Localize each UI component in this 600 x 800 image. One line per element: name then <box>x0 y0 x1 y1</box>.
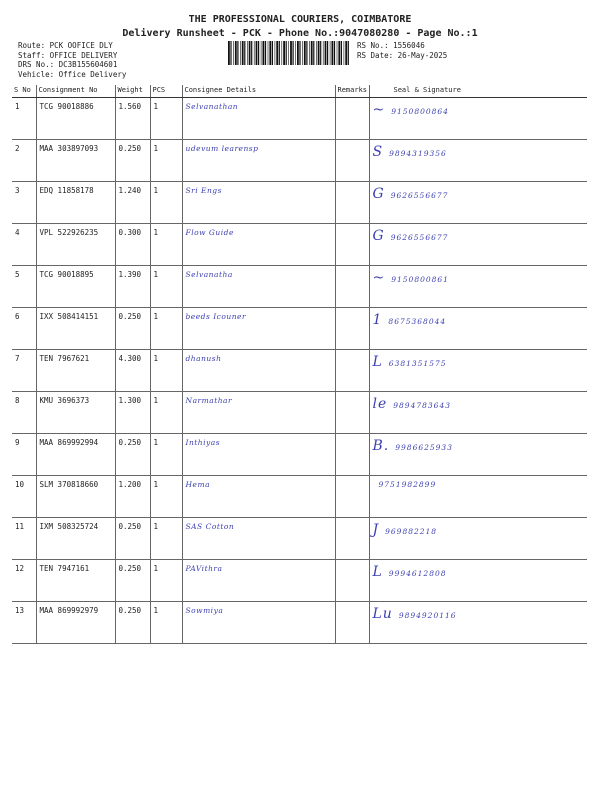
rs-no-field: RS No.: 1556046 <box>357 41 425 50</box>
signature-mark: 1 <box>372 312 383 328</box>
barcode-bar <box>263 41 265 65</box>
barcode-bar <box>316 41 317 65</box>
signature-cell <box>369 140 587 182</box>
runsheet-meta-left <box>18 41 126 79</box>
pcs-cell: 1 <box>150 224 182 266</box>
signature-mark: S <box>372 144 384 160</box>
remarks-cell <box>335 560 369 602</box>
remarks-cell <box>335 140 369 182</box>
remarks-cell <box>335 518 369 560</box>
weight-cell: 1.560 <box>115 98 150 140</box>
route-field: Route: PCK OOFICE DLY <box>18 41 113 50</box>
signature-cell <box>369 518 587 560</box>
sno-cell: 1 <box>12 98 36 140</box>
barcode-bar <box>228 41 230 65</box>
barcode-bar <box>290 41 292 65</box>
barcode-bar <box>233 41 234 65</box>
rs-date-field: RS Date: 26-May-2025 <box>357 50 448 60</box>
signature-mark: L <box>372 564 383 580</box>
table-row <box>12 98 587 140</box>
barcode-bar <box>268 41 269 65</box>
signature-mark: J <box>372 522 380 538</box>
col-header-remarks: Remarks <box>335 85 369 98</box>
consignee-cell: Inthiyas <box>182 434 335 476</box>
barcode-bar <box>276 41 278 65</box>
barcode-bar <box>251 41 252 65</box>
barcode-bar <box>286 41 287 65</box>
sno-cell: 10 <box>12 476 36 518</box>
barcode-bar <box>323 41 324 65</box>
weight-cell: 0.250 <box>115 602 150 644</box>
table-header-row <box>12 85 587 98</box>
col-header-consignment: Consignment No <box>36 85 115 98</box>
barcode-bar <box>247 41 248 65</box>
sno-cell: 2 <box>12 140 36 182</box>
consignment-no-cell: TEN 7967621 <box>36 350 115 392</box>
consignment-no-cell: SLM 370818660 <box>36 476 115 518</box>
consignment-no-cell: VPL 522926235 <box>36 224 115 266</box>
table-row <box>12 392 587 434</box>
signature-phone: 9894783643 <box>393 401 451 410</box>
weight-cell: 0.250 <box>115 434 150 476</box>
barcode-bar <box>309 41 310 65</box>
table-row <box>12 518 587 560</box>
barcode-bar <box>302 41 303 65</box>
signature-mark: ~ <box>372 270 386 286</box>
barcode-bar <box>265 41 266 65</box>
barcode-bar <box>282 41 283 65</box>
sno-cell: 6 <box>12 308 36 350</box>
consignment-no-cell: IXM 508325724 <box>36 518 115 560</box>
barcode-bar <box>332 41 334 65</box>
weight-cell: 1.300 <box>115 392 150 434</box>
pcs-cell: 1 <box>150 140 182 182</box>
table-row <box>12 266 587 308</box>
remarks-cell <box>335 350 369 392</box>
sno-cell: 12 <box>12 560 36 602</box>
remarks-cell <box>335 224 369 266</box>
signature-mark: G <box>372 186 385 202</box>
signature-phone: 9626556677 <box>390 191 449 200</box>
sno-cell: 13 <box>12 602 36 644</box>
table-row <box>12 476 587 518</box>
col-header-sno: S No <box>12 85 36 98</box>
consignee-cell: Narmathar <box>182 392 335 434</box>
barcode <box>228 41 351 65</box>
remarks-cell <box>335 308 369 350</box>
barcode-bar <box>313 41 314 65</box>
signature-mark: B. <box>372 438 390 454</box>
signature-phone: 9150800861 <box>391 275 449 284</box>
runsheet-meta-right <box>357 41 447 60</box>
barcode-bar <box>297 41 299 65</box>
signature-cell <box>369 266 587 308</box>
consignee-cell: Flow Guide <box>182 224 335 266</box>
barcode-bar <box>344 41 345 65</box>
signature-phone: 9751982899 <box>378 480 437 489</box>
signature-phone: 969882218 <box>385 527 438 536</box>
consignment-no-cell: MAA 303897093 <box>36 140 115 182</box>
consignee-cell: udevum learensp <box>182 140 335 182</box>
weight-cell: 0.250 <box>115 308 150 350</box>
consignee-cell: Selvanathan <box>182 98 335 140</box>
consignee-cell: Sri Engs <box>182 182 335 224</box>
barcode-bar <box>240 41 241 65</box>
signature-mark: Lu <box>372 606 393 622</box>
pcs-cell: 1 <box>150 476 182 518</box>
signature-phone: 9986625933 <box>395 443 453 452</box>
signature-phone: 9150800864 <box>391 107 449 116</box>
consignment-no-cell: MAA 869992994 <box>36 434 115 476</box>
pcs-cell: 1 <box>150 98 182 140</box>
table-row <box>12 350 587 392</box>
signature-phone: 9626556677 <box>390 233 449 242</box>
consignment-no-cell: MAA 869992979 <box>36 602 115 644</box>
sno-cell: 5 <box>12 266 36 308</box>
barcode-bar <box>341 41 342 65</box>
barcode-bar <box>293 41 294 65</box>
pcs-cell: 1 <box>150 434 182 476</box>
signature-cell <box>369 602 587 644</box>
barcode-bar <box>299 41 300 65</box>
signature-cell <box>369 350 587 392</box>
col-header-pcs: PCS <box>150 85 182 98</box>
barcode-bar <box>304 41 306 65</box>
signature-cell <box>369 560 587 602</box>
signature-cell <box>369 224 587 266</box>
drs-field: DRS No.: DC3B155604601 <box>18 60 118 69</box>
weight-cell: 4.300 <box>115 350 150 392</box>
barcode-bar <box>235 41 237 65</box>
barcode-bar <box>283 41 285 65</box>
consignee-cell: beeds Icouner <box>182 308 335 350</box>
barcode-bar <box>338 41 340 65</box>
barcode-bar <box>295 41 296 65</box>
consignee-cell: PAVithra <box>182 560 335 602</box>
consignee-cell: Hema <box>182 476 335 518</box>
barcode-bar <box>337 41 338 65</box>
pcs-cell: 1 <box>150 602 182 644</box>
barcode-bar <box>230 41 231 65</box>
remarks-cell <box>335 602 369 644</box>
runsheet-subtitle: Delivery Runsheet - PCK - Phone No.:9047080280 - Page No.:1 <box>122 28 478 39</box>
company-title: THE PROFESSIONAL COURIERS, COIMBATORE <box>188 14 412 25</box>
barcode-bar <box>275 41 276 65</box>
table-row <box>12 224 587 266</box>
barcode-bar <box>327 41 328 65</box>
remarks-cell <box>335 266 369 308</box>
consignee-cell: dhanush <box>182 350 335 392</box>
weight-cell: 0.250 <box>115 560 150 602</box>
weight-cell: 0.300 <box>115 224 150 266</box>
col-header-consignee: Consignee Details <box>182 85 335 98</box>
barcode-bar <box>249 41 251 65</box>
barcode-bar <box>345 41 347 65</box>
table-row <box>12 560 587 602</box>
barcode-bar <box>244 41 245 65</box>
consignee-cell: Sowmiya <box>182 602 335 644</box>
pcs-cell: 1 <box>150 560 182 602</box>
barcode-bar <box>254 41 255 65</box>
barcode-bar <box>272 41 273 65</box>
barcode-bar <box>306 41 307 65</box>
weight-cell: 0.250 <box>115 140 150 182</box>
barcode-bar <box>330 41 331 65</box>
table-row <box>12 602 587 644</box>
signature-cell <box>369 392 587 434</box>
signature-mark: le <box>372 396 388 412</box>
barcode-bar <box>258 41 259 65</box>
sno-cell: 3 <box>12 182 36 224</box>
remarks-cell <box>335 392 369 434</box>
signature-cell <box>369 98 587 140</box>
consignment-no-cell: IXX 508414151 <box>36 308 115 350</box>
consignment-no-cell: TCG 90018895 <box>36 266 115 308</box>
consignee-cell: Selvanatha <box>182 266 335 308</box>
barcode-bar <box>348 41 349 65</box>
vehicle-field: Vehicle: Office Delivery <box>18 69 127 79</box>
sno-cell: 8 <box>12 392 36 434</box>
pcs-cell: 1 <box>150 266 182 308</box>
barcode-bar <box>325 41 327 65</box>
pcs-cell: 1 <box>150 518 182 560</box>
runsheet-table <box>12 85 587 644</box>
pcs-cell: 1 <box>150 392 182 434</box>
consignment-no-cell: TEN 7947161 <box>36 560 115 602</box>
barcode-bar <box>318 41 320 65</box>
signature-mark: G <box>372 228 385 244</box>
col-header-weight: Weight <box>115 85 150 98</box>
pcs-cell: 1 <box>150 182 182 224</box>
barcode-bar <box>334 41 335 65</box>
signature-phone: 8675368044 <box>388 317 447 326</box>
pcs-cell: 1 <box>150 308 182 350</box>
sno-cell: 9 <box>12 434 36 476</box>
table-row <box>12 140 587 182</box>
consignment-no-cell: KMU 3696373 <box>36 392 115 434</box>
barcode-bar <box>320 41 321 65</box>
remarks-cell <box>335 434 369 476</box>
signature-mark: ~ <box>372 102 386 118</box>
weight-cell: 1.240 <box>115 182 150 224</box>
signature-phone: 9894920116 <box>398 611 457 620</box>
consignment-no-cell: TCG 90018886 <box>36 98 115 140</box>
col-header-signature: Seal & Signature <box>369 85 587 98</box>
signature-phone: 9994612808 <box>388 569 447 578</box>
weight-cell: 1.390 <box>115 266 150 308</box>
barcode-bar <box>269 41 271 65</box>
barcode-bar <box>288 41 289 65</box>
signature-cell <box>369 434 587 476</box>
signature-cell <box>369 182 587 224</box>
sno-cell: 4 <box>12 224 36 266</box>
consignment-no-cell: EDQ 11858178 <box>36 182 115 224</box>
staff-field: Staff: OFFICE DELIVERY <box>18 50 118 60</box>
remarks-cell <box>335 476 369 518</box>
barcode-bar <box>311 41 313 65</box>
remarks-cell <box>335 182 369 224</box>
barcode-bar <box>279 41 280 65</box>
weight-cell: 0.250 <box>115 518 150 560</box>
barcode-bar <box>237 41 238 65</box>
table-row <box>12 308 587 350</box>
signature-cell <box>369 308 587 350</box>
barcode-bar <box>256 41 258 65</box>
sno-cell: 11 <box>12 518 36 560</box>
signature-mark: L <box>372 354 383 370</box>
signature-phone: 6381351575 <box>388 359 447 368</box>
pcs-cell: 1 <box>150 350 182 392</box>
remarks-cell <box>335 98 369 140</box>
barcode-bar <box>242 41 244 65</box>
barcode-bar <box>261 41 262 65</box>
table-row <box>12 434 587 476</box>
weight-cell: 1.200 <box>115 476 150 518</box>
sno-cell: 7 <box>12 350 36 392</box>
signature-cell <box>369 476 587 518</box>
table-row <box>12 182 587 224</box>
consignee-cell: SAS Cotton <box>182 518 335 560</box>
signature-phone: 9894319356 <box>389 149 447 158</box>
